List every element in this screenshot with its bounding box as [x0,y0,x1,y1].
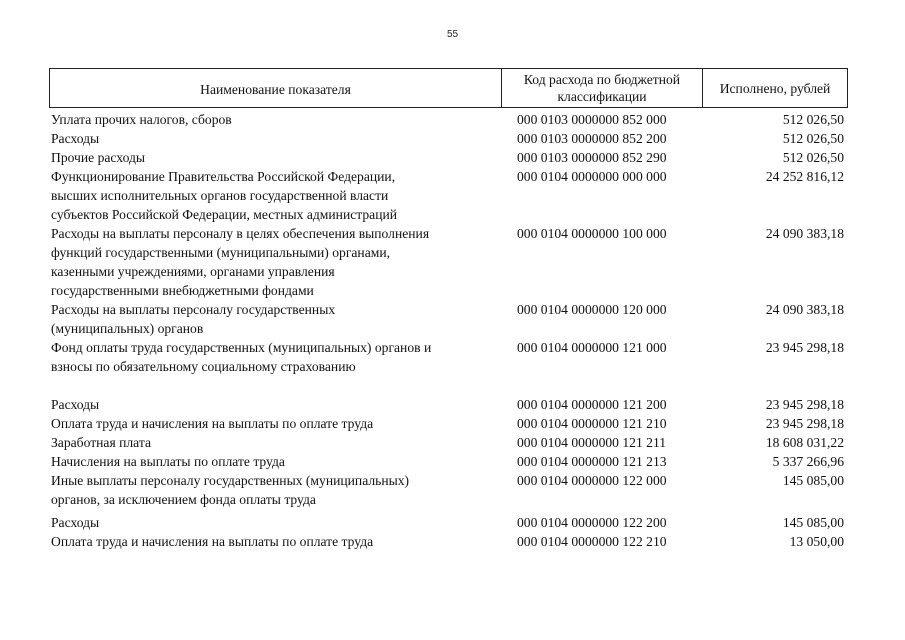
row-code: 000 0104 0000000 122 210 [517,534,667,549]
table-row [49,110,848,129]
row-name: Фонд оплаты труда государственных (муниципальных) органов и взносы по обязательному социальному страхованию [51,340,432,374]
row-amount: 512 026,50 [782,112,844,127]
row-code: 000 0103 0000000 852 290 [517,150,667,165]
row-code: 000 0104 0000000 121 200 [517,397,667,412]
row-amount: 5 337 266,96 [772,454,844,469]
row-name: Расходы [51,131,100,146]
row-amount: 145 085,00 [782,473,844,488]
row-amount: 18 608 031,22 [765,435,844,450]
table-row [49,148,848,167]
row-name: Оплата труда и начисления на выплаты по оплате труда [51,534,374,549]
row-amount: 512 026,50 [782,150,844,165]
row-amount: 24 090 383,18 [765,226,844,241]
row-code: 000 0104 0000000 100 000 [517,226,667,241]
row-name: Расходы [51,515,100,530]
row-code: 000 0104 0000000 121 213 [517,454,667,469]
row-code: 000 0103 0000000 852 200 [517,131,667,146]
budget-report-table [49,68,848,551]
row-code: 000 0104 0000000 121 211 [517,435,667,450]
page-number: 55 [446,29,459,40]
row-name: Уплата прочих налогов, сборов [51,112,232,127]
table-body [49,110,848,551]
table-row [49,471,848,509]
header-indicator-name: Наименование показателя [50,69,502,107]
row-amount: 23 945 298,18 [765,397,844,412]
row-amount: 13 050,00 [789,534,844,549]
row-name: Оплата труда и начисления на выплаты по оплате труда [51,416,374,431]
table-row [49,513,848,532]
row-code: 000 0103 0000000 852 000 [517,112,667,127]
table-row [49,338,848,376]
row-name: Расходы [51,397,100,412]
table-header [49,68,848,108]
row-code: 000 0104 0000000 122 200 [517,515,667,530]
table-row [49,433,848,452]
row-amount: 512 026,50 [782,131,844,146]
table-row [49,129,848,148]
row-code: 000 0104 0000000 121 210 [517,416,667,431]
row-name: Начисления на выплаты по оплате труда [51,454,285,469]
row-amount: 145 085,00 [782,515,844,530]
row-name: Прочие расходы [51,150,146,165]
row-name: Заработная плата [51,435,151,450]
table-row [49,300,848,338]
row-amount: 23 945 298,18 [765,340,844,355]
row-name: Расходы на выплаты персоналу государственных (муниципальных) органов [51,302,336,336]
row-amount: 24 090 383,18 [765,302,844,317]
row-code: 000 0104 0000000 000 000 [517,169,667,184]
table-row [49,395,848,414]
table-row [49,452,848,471]
row-code: 000 0104 0000000 121 000 [517,340,667,355]
row-name: Расходы на выплаты персоналу в целях обеспечения выполнения функций государственными (муниципальными) органами, казенными учреждениями, органами управления государственными внебюджетными фондами [51,226,430,298]
row-code: 000 0104 0000000 120 000 [517,302,667,317]
header-executed-amount: Исполнено, рублей [719,80,831,96]
row-code: 000 0104 0000000 122 000 [517,473,667,488]
table-row [49,414,848,433]
table-row [49,532,848,551]
row-name: Иные выплаты персоналу государственных (муниципальных) органов, за исключением фонда оплаты труда [51,473,410,507]
row-name: Функционирование Правительства Российской Федерации, высших исполнительных органов государственной власти субъектов Российской Федерации, местных администраций [51,169,398,222]
row-amount: 24 252 816,12 [765,169,844,184]
header-expense-code: Код расхода по бюджетной классификации [502,69,703,107]
table-row [49,167,848,224]
table-row [49,224,848,300]
row-amount: 23 945 298,18 [765,416,844,431]
